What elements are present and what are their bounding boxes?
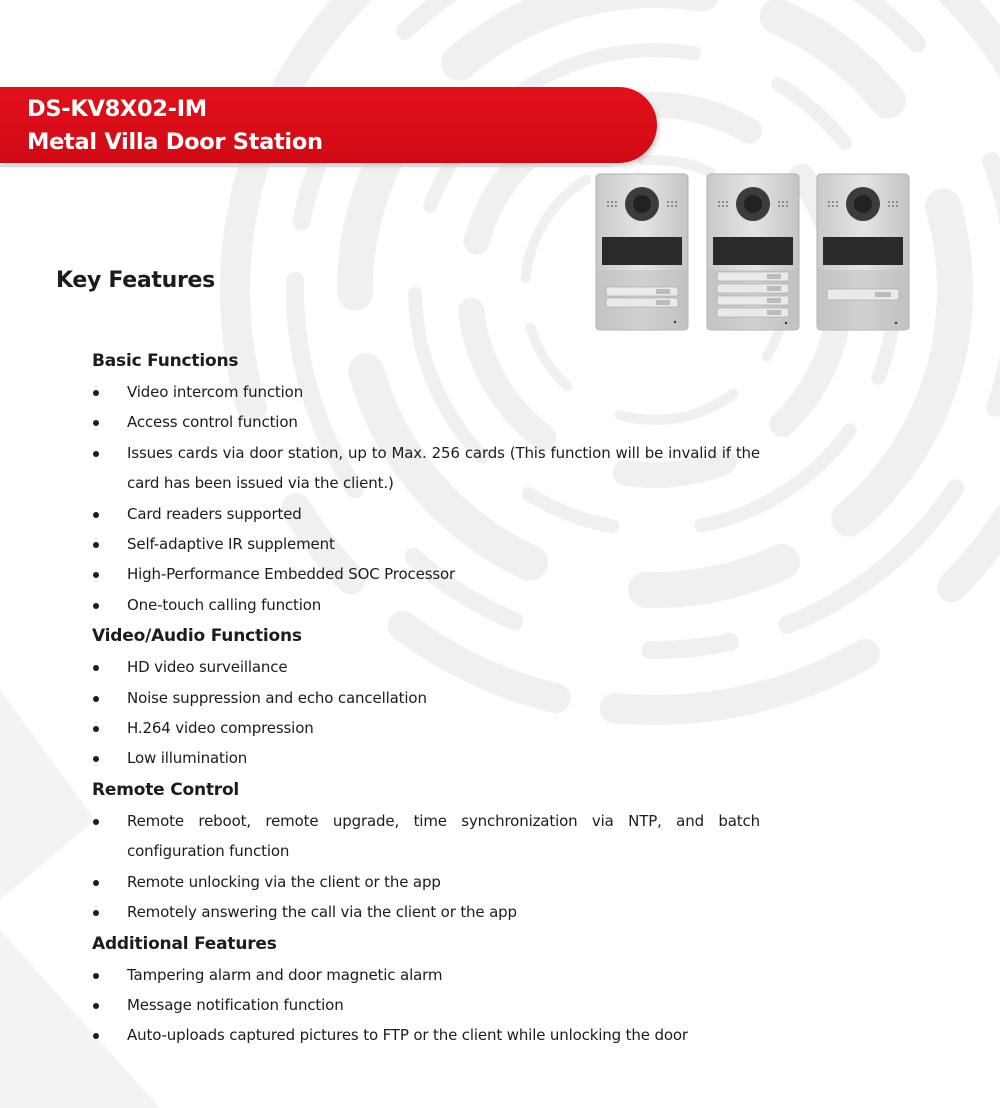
feature-item: Issues cards via door station, up to Max. 256 cards (This function will be invalid if the card has been issued via the client.) (92, 438, 760, 499)
feature-items (92, 960, 760, 1051)
remote-control-section (92, 774, 760, 928)
feature-items (92, 377, 760, 620)
door-station-2-button-image (596, 174, 688, 330)
basic-functions-section (92, 345, 760, 620)
feature-items (92, 652, 760, 774)
feature-item: Remote unlocking via the client or the app (92, 867, 760, 897)
product-name: Metal Villa Door Station (27, 129, 323, 155)
feature-items (92, 806, 760, 928)
feature-item: H.264 video compression (92, 713, 760, 743)
feature-item: Low illumination (92, 743, 760, 773)
video-audio-functions-section (92, 620, 760, 774)
section-title: Additional Features (92, 933, 277, 954)
section-title: Remote Control (92, 779, 240, 800)
feature-item: High-Performance Embedded SOC Processor (92, 559, 760, 589)
section-title: Video/Audio Functions (92, 626, 302, 647)
section-title: Basic Functions (92, 351, 239, 371)
model-number: DS-KV8X02-IM (27, 96, 207, 122)
feature-item: Access control function (92, 407, 760, 437)
feature-item: Self-adaptive IR supplement (92, 529, 760, 559)
banner-divider (0, 165, 612, 167)
feature-item: Card readers supported (92, 499, 760, 529)
door-station-1-button-image (817, 174, 909, 330)
product-images (594, 172, 914, 336)
feature-list (92, 345, 760, 1051)
title-banner (0, 87, 657, 163)
feature-item: Video intercom function (92, 377, 760, 407)
feature-item: HD video surveillance (92, 652, 760, 682)
key-features-heading: Key Features (56, 268, 215, 293)
door-station-4-button-image (707, 174, 799, 330)
feature-item: Remote reboot, remote upgrade, time synchronization via NTP, and batch configuration function (92, 806, 760, 867)
feature-item: Auto-uploads captured pictures to FTP or the client while unlocking the door (92, 1020, 760, 1050)
feature-item: Remotely answering the call via the client or the app (92, 897, 760, 927)
feature-item: Tampering alarm and door magnetic alarm (92, 960, 760, 990)
feature-item: Message notification function (92, 990, 760, 1020)
additional-features-section (92, 928, 760, 1051)
feature-item: One-touch calling function (92, 590, 760, 620)
feature-item: Noise suppression and echo cancellation (92, 683, 760, 713)
